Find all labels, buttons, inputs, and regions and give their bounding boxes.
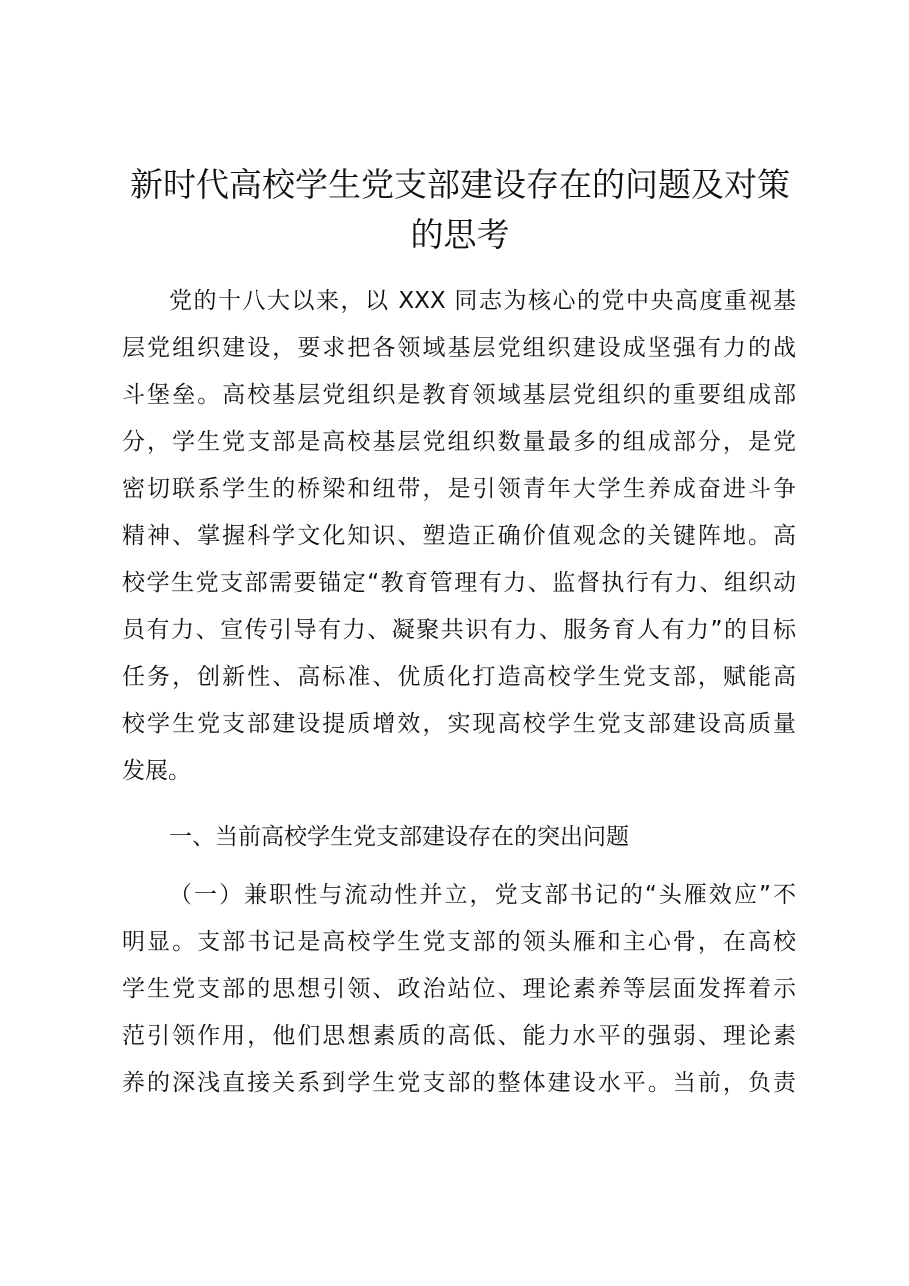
paragraph-line: 密切联系学生的桥梁和纽带，是引领青年大学生养成奋进斗争 (122, 476, 796, 502)
paragraph-line: 校学生党支部需要锚定“教育管理有力、监督执行有力、组织动 (122, 570, 796, 596)
paragraph-line: 斗堡垒。高校基层党组织是教育领域基层党组织的重要组成部 (122, 382, 796, 408)
paragraph-line: 分，学生党支部是高校基层党组织数量最多的组成部分，是党 (122, 429, 796, 455)
paragraph-line: 员有力、宣传引导有力、凝聚共识有力、服务育人有力”的目标 (122, 617, 796, 643)
paragraph-line: 范引领作用，他们思想素质的高低、能力水平的强弱、理论素 (122, 1023, 796, 1049)
paragraph-line: （一）兼职性与流动性并立，党支部书记的“头雁效应”不 (169, 882, 796, 908)
paragraph-line: 层党组织建设，要求把各领域基层党组织建设成坚强有力的战 (122, 335, 796, 361)
heading-line: 一、当前高校学生党支部建设存在的突出问题 (169, 824, 629, 850)
paragraph-line: 养的深浅直接关系到学生党支部的整体建设水平。当前，负责 (122, 1070, 796, 1096)
title-line-2: 的思考 (410, 215, 510, 254)
paragraph-line: 任务，创新性、高标准、优质化打造高校学生党支部，赋能高 (122, 664, 796, 690)
paragraph-line: 精神、掌握科学文化知识、塑造正确价值观念的关键阵地。高 (122, 523, 796, 549)
paragraph-line: 党的十八大以来，以 XXX 同志为核心的党中央高度重视基 (169, 288, 796, 314)
paragraph-line: 校学生党支部建设提质增效，实现高校学生党支部建设高质量 (122, 711, 796, 737)
paragraph-line: 明显。支部书记是高校学生党支部的领头雁和主心骨，在高校 (122, 929, 796, 955)
document-title (110, 160, 810, 260)
paragraph-intro (122, 278, 796, 795)
paragraph-line: 发展。 (122, 758, 191, 784)
paragraph-section-1 (122, 872, 796, 1107)
paragraph-line: 学生党支部的思想引领、政治站位、理论素养等层面发挥着示 (122, 976, 796, 1002)
section-heading (122, 814, 796, 861)
title-line-1: 新时代高校学生党支部建设存在的问题及对策 (130, 165, 790, 204)
